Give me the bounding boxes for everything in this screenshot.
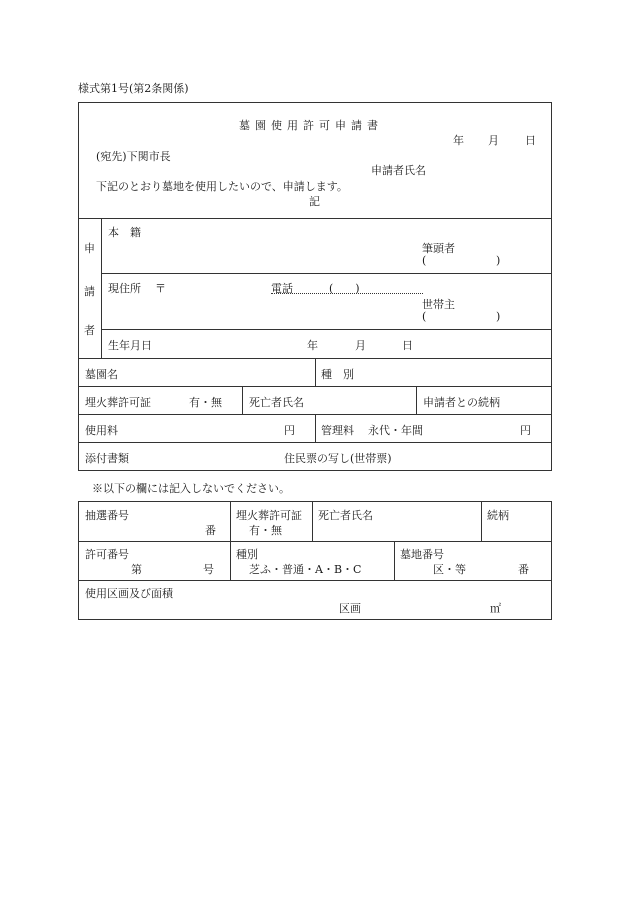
date-year-label: 年 (453, 134, 464, 147)
setainushi-paren-close: ) (496, 310, 501, 323)
office-cremation-permit-label: 埋火葬許可証 (236, 509, 302, 522)
divider (312, 501, 313, 541)
office-relation-label: 続柄 (487, 509, 509, 522)
relation-label: 申請者との続柄 (423, 396, 500, 409)
divider (78, 541, 552, 542)
permit-dai: 第 (131, 563, 142, 576)
birth-day-label: 日 (402, 339, 413, 352)
office-cremation-permit-value: 有・無 (249, 524, 282, 537)
plot-ku-to: 区・等 (433, 563, 466, 576)
attachments-value: 住民票の写し(世帯票) (284, 452, 392, 465)
divider (230, 541, 231, 580)
divider (394, 541, 395, 580)
office-note: ※以下の欄には記入しないでください。 (92, 482, 290, 495)
divider (78, 442, 552, 443)
setainushi-label: 世帯主 (422, 298, 455, 311)
divider (78, 218, 552, 219)
cremation-permit-value: 有・無 (189, 396, 222, 409)
attachments-label: 添付書類 (85, 452, 129, 465)
management-fee-option: 永代・年間 (368, 424, 423, 437)
divider (481, 501, 482, 541)
divider (78, 580, 552, 581)
plot-number-label: 墓地番号 (400, 548, 444, 561)
lottery-number-label: 抽選番号 (85, 509, 129, 522)
grave-name-label: 墓園名 (85, 368, 118, 381)
applicant-side-label-3: 者 (84, 324, 95, 337)
phone-underline (271, 293, 423, 294)
permit-number-label: 許可番号 (85, 548, 129, 561)
deceased-name-label: 死亡者氏名 (249, 396, 304, 409)
management-fee-yen: 円 (520, 424, 531, 437)
applicant-side-label-1: 申 (84, 242, 95, 255)
office-type-options: 芝ふ・普通・A・B・C (249, 563, 362, 576)
management-fee-label: 管理料 (321, 424, 354, 437)
sqm-unit: ㎡ (490, 602, 501, 615)
phone-paren: ( ) (329, 282, 360, 295)
postal-mark: 〒 (155, 282, 166, 295)
statement: 下記のとおり墓地を使用したいので、申請します。 (96, 180, 348, 193)
permit-go: 号 (203, 563, 214, 576)
date-month-label: 月 (488, 134, 499, 147)
area-label: 使用区画及び面積 (85, 587, 173, 600)
plot-ban: 番 (518, 563, 529, 576)
form-number: 様式第1号(第2条関係) (78, 82, 189, 95)
office-type-label: 種別 (236, 548, 258, 561)
applicant-side-label-2: 請 (84, 285, 95, 298)
divider (101, 218, 102, 358)
addressee: (宛先)下関市長 (96, 150, 171, 163)
setainushi-paren-open: ( (422, 310, 427, 323)
divider (101, 329, 552, 330)
divider (230, 501, 231, 541)
address-label: 現住所 (108, 282, 141, 295)
form-title: 墓園使用許可申請書 (239, 119, 383, 132)
date-day-label: 日 (525, 134, 536, 147)
ki-label: 記 (309, 195, 320, 208)
divider (315, 414, 316, 442)
lottery-ban: 番 (205, 524, 216, 537)
applicant-name-label: 申請者氏名 (371, 164, 426, 177)
divider (315, 358, 316, 386)
divider (78, 386, 552, 387)
hittosha-paren-open: ( (422, 254, 427, 267)
divider (416, 386, 417, 414)
hittosha-label: 筆頭者 (422, 242, 455, 255)
birth-year-label: 年 (307, 339, 318, 352)
birthdate-label: 生年月日 (108, 339, 152, 352)
divider (101, 273, 552, 274)
usage-fee-yen: 円 (284, 424, 295, 437)
usage-fee-label: 使用料 (85, 424, 118, 437)
honseki-label: 本 籍 (108, 226, 141, 239)
birth-month-label: 月 (355, 339, 366, 352)
cremation-permit-label: 埋火葬許可証 (85, 396, 151, 409)
kukaku-label: 区画 (339, 602, 361, 615)
phone-label: 電話 (271, 282, 293, 295)
divider (242, 386, 243, 414)
grave-type-label: 種 別 (321, 368, 354, 381)
office-deceased-label: 死亡者氏名 (318, 509, 373, 522)
hittosha-paren-close: ) (496, 254, 501, 267)
